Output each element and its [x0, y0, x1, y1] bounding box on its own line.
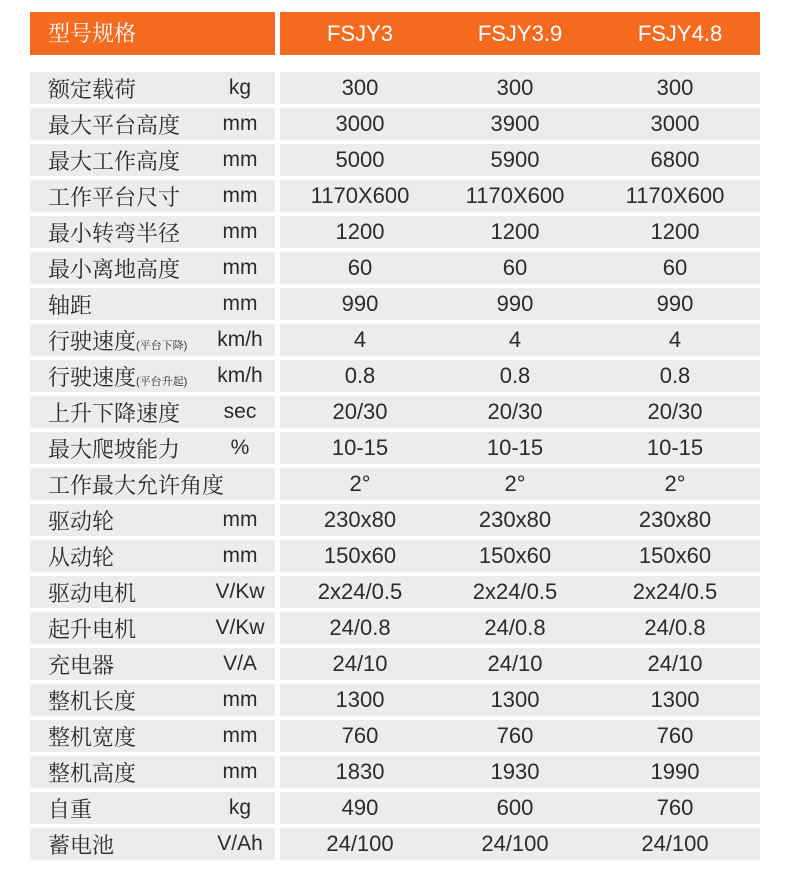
spec-value: 6800 [650, 147, 700, 172]
spec-name: 整机高度 [48, 760, 137, 786]
spec-name-wrap [48, 541, 205, 572]
spec-unit: V/Ah [217, 832, 263, 855]
spec-value: 600 [496, 795, 534, 820]
spec-value: 20/30 [487, 399, 543, 424]
spec-label-cell [30, 108, 275, 140]
spec-name-wrap [48, 649, 205, 680]
spec-name-wrap [48, 577, 205, 608]
spec-label-cell [30, 684, 275, 716]
spec-name-wrap [48, 721, 205, 752]
spec-note: (平台下降) [136, 339, 188, 352]
spec-value: 760 [656, 795, 694, 820]
spec-name: 蓄电池 [48, 832, 115, 858]
spec-values [280, 720, 760, 752]
spec-unit: kg [228, 796, 252, 819]
spec-value: 1300 [650, 687, 700, 712]
spec-name-wrap [48, 757, 205, 788]
spec-unit: mm [222, 292, 258, 315]
spec-name: 整机宽度 [48, 724, 137, 750]
spec-name-wrap [48, 829, 205, 860]
spec-name: 额定载荷 [48, 76, 137, 102]
spec-unit: kg [228, 76, 252, 99]
spec-value: 990 [496, 291, 534, 316]
spec-unit: mm [222, 148, 258, 171]
spec-name: 行驶速度 [48, 364, 137, 390]
spec-label-cell [30, 504, 275, 536]
spec-value: 1990 [650, 759, 700, 784]
spec-value: 60 [662, 255, 688, 280]
spec-values [280, 216, 760, 248]
table-row [30, 180, 760, 212]
spec-unit: V/A [223, 652, 257, 675]
spec-value: 3000 [335, 111, 385, 136]
spec-name: 上升下降速度 [48, 400, 181, 426]
spec-value: 3000 [650, 111, 700, 136]
spec-value: 0.8 [344, 363, 376, 388]
spec-name-wrap [48, 253, 205, 284]
spec-label-cell [30, 468, 275, 500]
table-row [30, 72, 760, 104]
spec-label-cell [30, 576, 275, 608]
spec-unit: mm [222, 760, 258, 783]
spec-values [280, 252, 760, 284]
spec-name-wrap [48, 289, 205, 320]
spec-value: 2° [664, 471, 686, 496]
spec-value: 300 [496, 75, 534, 100]
table-row [30, 324, 760, 356]
table-header [30, 12, 760, 55]
spec-value: 10-15 [331, 435, 389, 460]
spec-values [280, 144, 760, 176]
spec-values [280, 540, 760, 572]
spec-value: 3900 [490, 111, 540, 136]
spec-value: 2° [504, 471, 526, 496]
spec-values [280, 504, 760, 536]
spec-label-cell [30, 756, 275, 788]
spec-label-cell [30, 540, 275, 572]
spec-name-wrap [48, 325, 205, 356]
spec-values [280, 828, 760, 860]
spec-name: 最大平台高度 [48, 112, 181, 138]
spec-value: 230x80 [478, 507, 552, 532]
table-row [30, 504, 760, 536]
spec-values [280, 756, 760, 788]
spec-values [280, 108, 760, 140]
table-row [30, 360, 760, 392]
spec-value: 2° [349, 471, 371, 496]
spec-values [280, 648, 760, 680]
table-row [30, 612, 760, 644]
spec-value: 1300 [490, 687, 540, 712]
spec-value: 300 [341, 75, 379, 100]
spec-value: 10-15 [646, 435, 704, 460]
spec-value: 24/100 [481, 831, 549, 856]
spec-label-cell [30, 252, 275, 284]
spec-name-wrap [48, 361, 205, 392]
spec-value: 5000 [335, 147, 385, 172]
spec-value: 20/30 [647, 399, 703, 424]
spec-name-wrap [48, 145, 205, 176]
spec-value: 0.8 [659, 363, 691, 388]
table-row [30, 684, 760, 716]
spec-name: 整机长度 [48, 688, 137, 714]
spec-name: 充电器 [48, 652, 115, 678]
spec-label-cell [30, 216, 275, 248]
spec-values [280, 612, 760, 644]
table-row [30, 108, 760, 140]
spec-values [280, 684, 760, 716]
spec-value: 1930 [490, 759, 540, 784]
spec-name-wrap [48, 217, 205, 248]
spec-value: 2x24/0.5 [317, 579, 403, 604]
spec-name-wrap [48, 73, 205, 104]
spec-label-cell [30, 828, 275, 860]
header-title: 型号规格 [30, 12, 275, 55]
spec-unit: sec [223, 400, 257, 423]
spec-value: 24/10 [487, 651, 543, 676]
spec-values [280, 288, 760, 320]
spec-name-wrap [48, 613, 205, 644]
spec-name-wrap [48, 505, 205, 536]
spec-name: 工作平台尺寸 [48, 184, 181, 210]
spec-value: 1170X600 [465, 183, 565, 208]
spec-label-cell [30, 648, 275, 680]
spec-values [280, 792, 760, 824]
spec-label-cell [30, 396, 275, 428]
table-row [30, 252, 760, 284]
spec-value: 1200 [650, 219, 700, 244]
spec-unit: mm [222, 544, 258, 567]
spec-values [280, 180, 760, 212]
table-row [30, 828, 760, 860]
spec-name-wrap [48, 109, 205, 140]
spec-label-cell [30, 720, 275, 752]
spec-unit: mm [222, 688, 258, 711]
model-header: FSJY4.8 [637, 21, 723, 46]
spec-name-wrap [48, 685, 205, 716]
spec-value: 60 [502, 255, 528, 280]
spec-value: 24/0.8 [484, 615, 546, 640]
spec-value: 760 [656, 723, 694, 748]
spec-value: 230x80 [323, 507, 397, 532]
table-row [30, 432, 760, 464]
spec-name-wrap [48, 181, 205, 212]
spec-value: 150x60 [478, 543, 552, 568]
spec-value: 1200 [335, 219, 385, 244]
spec-value: 4 [353, 327, 367, 352]
spec-name: 驱动电机 [48, 580, 137, 606]
spec-value: 2x24/0.5 [472, 579, 558, 604]
spec-unit: V/Kw [215, 580, 265, 603]
model-header: FSJY3 [326, 21, 394, 46]
spec-value: 2x24/0.5 [632, 579, 718, 604]
spec-table [30, 12, 760, 864]
table-row [30, 216, 760, 248]
spec-value: 990 [341, 291, 379, 316]
spec-values [280, 576, 760, 608]
table-row [30, 720, 760, 752]
spec-name-wrap [48, 469, 224, 500]
spec-name: 最小转弯半径 [48, 220, 181, 246]
table-row [30, 288, 760, 320]
spec-value: 1200 [490, 219, 540, 244]
spec-label-cell [30, 72, 275, 104]
spec-rows [30, 72, 760, 860]
spec-label-cell [30, 792, 275, 824]
spec-values [280, 360, 760, 392]
spec-name-wrap [48, 433, 205, 464]
spec-name: 轴距 [48, 292, 93, 318]
spec-unit: % [230, 436, 250, 459]
spec-value: 230x80 [638, 507, 712, 532]
spec-unit: mm [222, 112, 258, 135]
spec-value: 60 [347, 255, 373, 280]
spec-unit: mm [222, 508, 258, 531]
spec-label-cell [30, 432, 275, 464]
model-header: FSJY3.9 [477, 21, 563, 46]
spec-label-cell [30, 324, 275, 356]
spec-value: 760 [341, 723, 379, 748]
spec-name: 行驶速度 [48, 328, 137, 354]
spec-name: 从动轮 [48, 544, 115, 570]
spec-note: (平台升起) [136, 375, 188, 388]
spec-value: 490 [341, 795, 379, 820]
spec-value: 5900 [490, 147, 540, 172]
spec-value: 10-15 [486, 435, 544, 460]
table-row [30, 792, 760, 824]
spec-unit: V/Kw [215, 616, 265, 639]
spec-value: 24/0.8 [329, 615, 391, 640]
spec-value: 1300 [335, 687, 385, 712]
table-row [30, 576, 760, 608]
spec-value: 24/10 [332, 651, 388, 676]
spec-value: 150x60 [323, 543, 397, 568]
spec-value: 1830 [335, 759, 385, 784]
spec-value: 20/30 [332, 399, 388, 424]
table-row [30, 396, 760, 428]
spec-unit: mm [222, 724, 258, 747]
table-row [30, 540, 760, 572]
spec-name: 驱动轮 [48, 508, 115, 534]
table-row [30, 468, 760, 500]
spec-values [280, 72, 760, 104]
spec-label-cell [30, 180, 275, 212]
spec-value: 1170X600 [310, 183, 410, 208]
spec-name: 起升电机 [48, 616, 137, 642]
spec-name-wrap [48, 397, 205, 428]
table-row [30, 144, 760, 176]
spec-name-wrap [48, 793, 205, 824]
spec-name: 工作最大允许角度 [48, 472, 225, 498]
spec-unit: mm [222, 220, 258, 243]
spec-name: 最大爬坡能力 [48, 436, 181, 462]
spec-name: 最大工作高度 [48, 148, 181, 174]
spec-value: 24/0.8 [644, 615, 706, 640]
spec-values [280, 324, 760, 356]
spec-label-cell [30, 288, 275, 320]
spec-value: 990 [656, 291, 694, 316]
spec-label-cell [30, 144, 275, 176]
spec-label-cell [30, 360, 275, 392]
spec-value: 24/10 [647, 651, 703, 676]
spec-values [280, 432, 760, 464]
spec-value: 150x60 [638, 543, 712, 568]
model-header-group [280, 12, 760, 55]
table-row [30, 648, 760, 680]
table-row [30, 756, 760, 788]
spec-values [280, 468, 760, 500]
spec-value: 24/100 [326, 831, 394, 856]
spec-unit: mm [222, 256, 258, 279]
spec-name: 最小离地高度 [48, 256, 181, 282]
spec-value: 4 [668, 327, 682, 352]
spec-name: 自重 [48, 796, 93, 822]
spec-label-cell [30, 612, 275, 644]
spec-value: 760 [496, 723, 534, 748]
spec-value: 24/100 [641, 831, 709, 856]
spec-value: 300 [656, 75, 694, 100]
spec-values [280, 396, 760, 428]
spec-unit: mm [222, 184, 258, 207]
spec-value: 0.8 [499, 363, 531, 388]
spec-unit: km/h [217, 328, 263, 351]
spec-value: 1170X600 [625, 183, 725, 208]
spec-value: 4 [508, 327, 522, 352]
spec-unit: km/h [217, 364, 263, 387]
